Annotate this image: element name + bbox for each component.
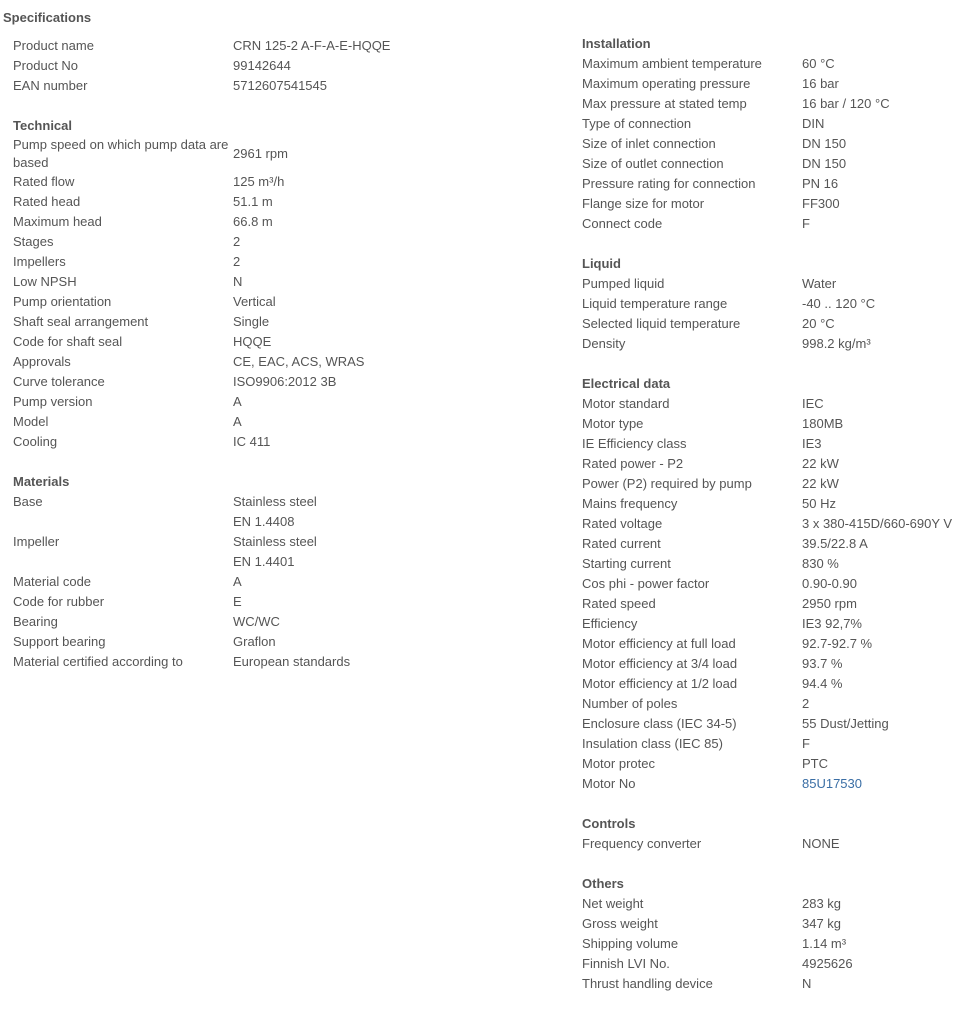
left-column [13, 36, 553, 692]
spec-row [582, 614, 958, 634]
spec-label: Rated head [13, 194, 81, 209]
spec-label: Cooling [13, 434, 58, 449]
spec-row [582, 294, 958, 314]
spec-row-motor-no [582, 774, 958, 794]
spec-label: Shipping volume [582, 936, 679, 951]
spec-value: PN 16 [802, 176, 839, 191]
spec-label: Stages [13, 234, 54, 249]
spec-value: 4925626 [802, 956, 853, 971]
spec-row [582, 334, 958, 354]
spec-label: Bearing [13, 614, 58, 629]
spec-value: 347 kg [802, 916, 842, 931]
spec-row [582, 394, 958, 414]
spec-value: 3 x 380-415D/660-690Y V [802, 516, 953, 531]
spec-label: Insulation class (IEC 85) [582, 736, 723, 751]
spec-label: Selected liquid temperature [582, 316, 741, 331]
spec-row [582, 934, 958, 954]
spec-value: A [233, 394, 242, 409]
spec-label: Low NPSH [13, 274, 77, 289]
general-section [13, 36, 553, 96]
spec-row [582, 54, 958, 74]
spec-row [13, 572, 553, 592]
spec-value: A [233, 414, 242, 429]
spec-value: A [233, 574, 242, 589]
spec-label: EAN number [13, 78, 88, 93]
spec-row [13, 76, 553, 96]
spec-value [233, 532, 553, 572]
others-title: Others [582, 876, 624, 891]
spec-row [582, 834, 958, 854]
spec-value: IE3 92,7% [802, 616, 862, 631]
spec-label: Product name [13, 38, 94, 53]
spec-row [582, 434, 958, 454]
spec-value: 2950 rpm [802, 596, 857, 611]
spec-label: Starting current [582, 556, 671, 571]
spec-value: IEC [802, 396, 824, 411]
spec-value: 99142644 [233, 58, 291, 73]
spec-label: Code for shaft seal [13, 334, 123, 349]
spec-label: Impeller [13, 534, 60, 549]
spec-label: Density [582, 336, 626, 351]
spec-label: Rated voltage [582, 516, 663, 531]
spec-row [582, 554, 958, 574]
spec-row [582, 454, 958, 474]
electrical-rows [582, 394, 958, 774]
spec-label: Gross weight [582, 916, 658, 931]
spec-label: Motor type [582, 416, 644, 431]
spec-label: Product No [13, 58, 79, 73]
spec-value: WC/WC [233, 614, 280, 629]
spec-row [13, 352, 553, 372]
page-title: Specifications [3, 10, 92, 25]
spec-value: 0.90-0.90 [802, 576, 857, 591]
spec-row [582, 534, 958, 554]
spec-label: IE Efficiency class [582, 436, 687, 451]
spec-label: Motor efficiency at full load [582, 636, 736, 651]
spec-row [13, 56, 553, 76]
spec-value: DN 150 [802, 136, 847, 151]
spec-label: Impellers [13, 254, 66, 269]
spec-label: Cos phi - power factor [582, 576, 710, 591]
spec-label: Pump orientation [13, 294, 112, 309]
technical-section [13, 116, 553, 452]
spec-row [582, 674, 958, 694]
spec-label: Shaft seal arrangement [13, 314, 149, 329]
spec-value: CRN 125-2 A-F-A-E-HQQE [233, 38, 391, 53]
materials-section [13, 472, 553, 672]
spec-label: Max pressure at stated temp [582, 96, 747, 111]
spec-label: Mains frequency [582, 496, 678, 511]
spec-label: Power (P2) required by pump [582, 476, 752, 491]
spec-row [582, 954, 958, 974]
spec-row [582, 634, 958, 654]
spec-value: 60 °C [802, 56, 835, 71]
spec-row [582, 174, 958, 194]
spec-label: Rated speed [582, 596, 656, 611]
general-rows [13, 36, 553, 96]
spec-value-line: Stainless steel [233, 534, 317, 549]
spec-value [802, 774, 958, 794]
spec-row [13, 292, 553, 312]
controls-section [582, 814, 958, 854]
spec-value-line: EN 1.4401 [233, 554, 295, 569]
spec-row [582, 214, 958, 234]
spec-label: Curve tolerance [13, 374, 105, 389]
spec-value-line: Stainless steel [233, 494, 317, 509]
spec-row [13, 232, 553, 252]
spec-value: 830 % [802, 556, 839, 571]
spec-row [582, 894, 958, 914]
spec-row [13, 412, 553, 432]
spec-row [582, 694, 958, 714]
spec-label: Thrust handling device [582, 976, 713, 991]
spec-row [13, 312, 553, 332]
electrical-title: Electrical data [582, 376, 671, 391]
spec-row [582, 274, 958, 294]
spec-row [13, 172, 553, 192]
spec-label: Finnish LVI No. [582, 956, 670, 971]
installation-rows [582, 54, 958, 234]
materials-title: Materials [13, 474, 70, 489]
spec-row [582, 154, 958, 174]
spec-row [13, 36, 553, 56]
spec-value: N [802, 976, 812, 991]
spec-value: 51.1 m [233, 194, 273, 209]
spec-value: Graflon [233, 634, 276, 649]
spec-value: DN 150 [802, 156, 847, 171]
spec-value: 2961 rpm [233, 146, 288, 161]
spec-value [233, 492, 553, 532]
spec-label: Frequency converter [582, 836, 702, 851]
spec-label: Maximum ambient temperature [582, 56, 762, 71]
spec-value: 2 [802, 696, 810, 711]
spec-value: F [802, 216, 810, 231]
spec-row [582, 574, 958, 594]
spec-value: FF300 [802, 196, 840, 211]
spec-value: Single [233, 314, 270, 329]
others-rows [582, 894, 958, 994]
liquid-title: Liquid [582, 256, 621, 271]
spec-label: Rated power - P2 [582, 456, 684, 471]
spec-label: Base [13, 494, 43, 509]
spec-label: Model [13, 414, 49, 429]
spec-label: Rated flow [13, 174, 75, 189]
spec-row [13, 372, 553, 392]
spec-value-line: EN 1.4408 [233, 514, 295, 529]
spec-label: Pump version [13, 394, 93, 409]
spec-row [13, 252, 553, 272]
spec-row [582, 494, 958, 514]
spec-label: Pump speed on which pump data are based [13, 137, 229, 170]
spec-value: Water [802, 276, 837, 291]
spec-row [582, 514, 958, 534]
spec-row [582, 414, 958, 434]
spec-label: Support bearing [13, 634, 106, 649]
spec-value: HQQE [233, 334, 272, 349]
spec-label: Connect code [582, 216, 663, 231]
spec-value: PTC [802, 756, 828, 771]
spec-value: 22 kW [802, 476, 839, 491]
spec-row [582, 654, 958, 674]
spec-label: Code for rubber [13, 594, 105, 609]
spec-row [13, 592, 553, 612]
spec-value: 66.8 m [233, 214, 273, 229]
spec-label: Flange size for motor [582, 196, 705, 211]
spec-row [582, 714, 958, 734]
spec-label: Pumped liquid [582, 276, 665, 291]
spec-value: 20 °C [802, 316, 835, 331]
spec-label: Pressure rating for connection [582, 176, 756, 191]
spec-value: CE, EAC, ACS, WRAS [233, 354, 365, 369]
spec-row [13, 392, 553, 412]
spec-value: 55 Dust/Jetting [802, 716, 889, 731]
installation-title: Installation [582, 36, 651, 51]
controls-rows [582, 834, 958, 854]
spec-row [582, 594, 958, 614]
spec-label: Motor efficiency at 3/4 load [582, 656, 738, 671]
spec-row [582, 194, 958, 214]
right-column [582, 34, 958, 1014]
technical-title: Technical [13, 118, 73, 133]
spec-row [13, 652, 553, 672]
spec-label: Motor efficiency at 1/2 load [582, 676, 738, 691]
liquid-rows [582, 274, 958, 354]
spec-value: 998.2 kg/m³ [802, 336, 871, 351]
spec-row [13, 212, 553, 232]
installation-section [582, 34, 958, 234]
spec-value: 93.7 % [802, 656, 843, 671]
spec-row [582, 94, 958, 114]
spec-row [582, 134, 958, 154]
spec-row [582, 74, 958, 94]
technical-rows [13, 136, 553, 452]
spec-row [13, 332, 553, 352]
spec-label: Net weight [582, 896, 644, 911]
spec-value: 1.14 m³ [802, 936, 847, 951]
spec-label: Rated current [582, 536, 661, 551]
spec-value: 16 bar / 120 °C [802, 96, 890, 111]
materials-rows [13, 572, 553, 672]
spec-value: 2 [233, 234, 241, 249]
spec-value: 283 kg [802, 896, 842, 911]
spec-value: NONE [802, 836, 840, 851]
spec-value: 92.7-92.7 % [802, 636, 873, 651]
liquid-section [582, 254, 958, 354]
spec-row [13, 632, 553, 652]
controls-title: Controls [582, 816, 636, 831]
spec-value: 2 [233, 254, 241, 269]
spec-value: Vertical [233, 294, 276, 309]
spec-row-impeller [13, 532, 553, 572]
spec-label: Motor No [582, 776, 636, 791]
spec-value: 94.4 % [802, 676, 843, 691]
spec-value: 5712607541545 [233, 78, 327, 93]
spec-row [582, 914, 958, 934]
spec-value: IE3 [802, 436, 822, 451]
spec-row [13, 136, 553, 172]
spec-value: N [233, 274, 243, 289]
electrical-section [582, 374, 958, 794]
spec-label: Efficiency [582, 616, 638, 631]
spec-label: Enclosure class (IEC 34-5) [582, 716, 737, 731]
spec-value: -40 .. 120 °C [802, 296, 876, 311]
spec-value: 50 Hz [802, 496, 836, 511]
spec-row [582, 474, 958, 494]
spec-label: Size of inlet connection [582, 136, 716, 151]
spec-row [582, 974, 958, 994]
spec-label: Size of outlet connection [582, 156, 724, 171]
spec-label: Type of connection [582, 116, 692, 131]
spec-row [582, 314, 958, 334]
spec-label: Liquid temperature range [582, 296, 728, 311]
spec-value: 125 m³/h [233, 174, 285, 189]
spec-label: Maximum operating pressure [582, 76, 751, 91]
spec-value: European standards [233, 654, 351, 669]
spec-label: Number of poles [582, 696, 678, 711]
spec-row [13, 432, 553, 452]
spec-value: E [233, 594, 242, 609]
spec-label: Motor standard [582, 396, 670, 411]
spec-value: F [802, 736, 810, 751]
spec-value: 180MB [802, 416, 844, 431]
spec-value: DIN [802, 116, 825, 131]
spec-value: ISO9906:2012 3B [233, 374, 337, 389]
spec-row [582, 114, 958, 134]
spec-row [13, 612, 553, 632]
spec-row [582, 754, 958, 774]
spec-value: 22 kW [802, 456, 839, 471]
spec-label: Maximum head [13, 214, 102, 229]
spec-value: 39.5/22.8 A [802, 536, 868, 551]
spec-label: Approvals [13, 354, 71, 369]
spec-row [13, 192, 553, 212]
spec-row [582, 734, 958, 754]
spec-row-base [13, 492, 553, 532]
spec-label: Material code [13, 574, 92, 589]
spec-row [13, 272, 553, 292]
spec-label: Material certified according to [13, 654, 183, 669]
spec-value: 16 bar [802, 76, 839, 91]
spec-value: IC 411 [233, 434, 271, 449]
spec-label: Motor protec [582, 756, 655, 771]
others-section [582, 874, 958, 994]
motor-no-link[interactable]: 85U17530 [802, 776, 862, 791]
